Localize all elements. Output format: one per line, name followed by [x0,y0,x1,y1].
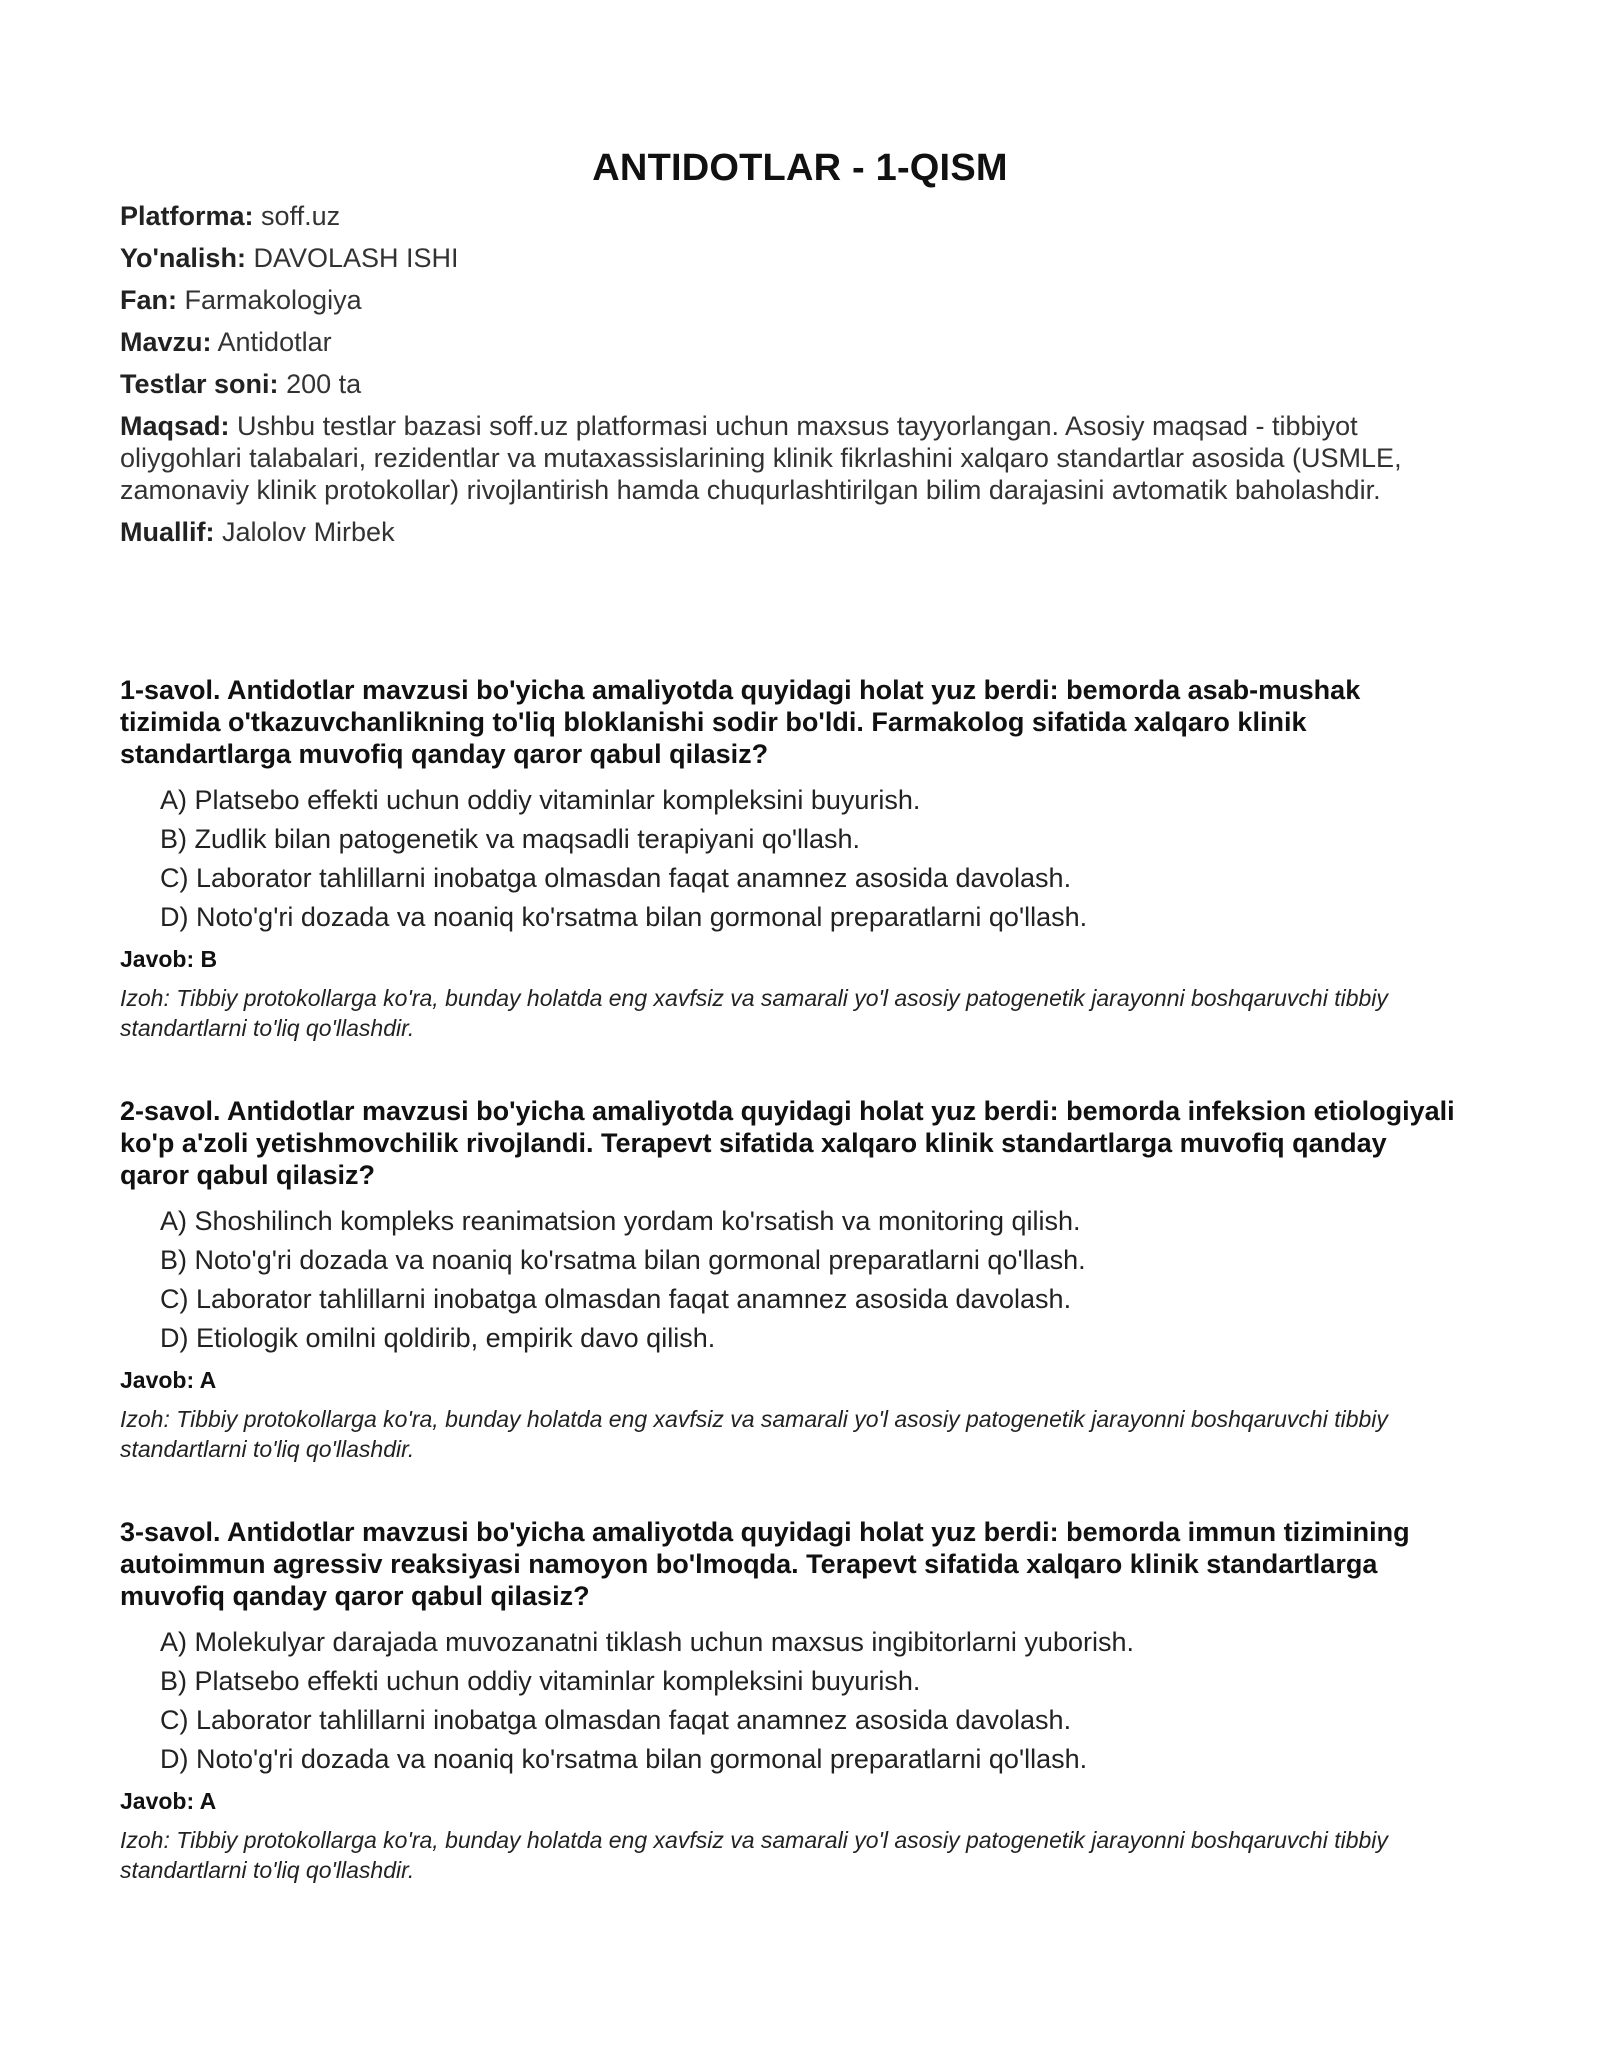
explanation-note: Izoh: Tibbiy protokollarga ko'ra, bunday holatda eng xavfsiz va samarali yo'l asosiy patogenetik jarayonni boshqaruvchi tibbiy standartlarni to'liq qo'llashdir. [120,1827,1388,1883]
meta-platform-label: Platforma: [120,201,254,231]
explanation-note: Izoh: Tibbiy protokollarga ko'ra, bunday holatda eng xavfsiz va samarali yo'l asosiy patogenetik jarayonni boshqaruvchi tibbiy standartlarni to'liq qo'llashdir. [120,1406,1388,1462]
document-meta [120,200,1460,558]
meta-topic-value: Antidotlar [217,327,332,357]
meta-subject-value: Farmakologiya [184,285,362,315]
meta-author-label: Muallif: [120,517,215,547]
question-text: 3-savol. Antidotlar mavzusi bo'yicha amaliyotda quyidagi holat yuz berdi: bemorda immun tizimining autoimmun agressiv reaksiyasi namoyon bo'lmoqda. Terapevt sifatida xalqaro klinik standartlarga muvofiq qanday qaror qabul qilasiz? [120,1517,1410,1611]
option-b: B) Platsebo effekti uchun oddiy vitaminlar kompleksini buyurish. [160,1666,921,1696]
question-2 [120,1095,1460,1464]
question-text: 2-savol. Antidotlar mavzusi bo'yicha amaliyotda quyidagi holat yuz berdi: bemorda infeksion etiologiyali ko'p a'zoli yetishmovchilik rivojlandi. Terapevt sifatida xalqaro klinik standartlarga muvofiq qanday qaror qabul qilasiz? [120,1096,1455,1190]
option-b: B) Noto'g'ri dozada va noaniq ko'rsatma bilan gormonal preparatlarni qo'llash. [160,1245,1086,1275]
question-list [120,674,1460,1937]
correct-answer: Javob: B [120,946,218,972]
option-b: B) Zudlik bilan patogenetik va maqsadli terapiyani qo'llash. [160,824,861,854]
answer-options [120,784,1460,933]
meta-topic-label: Mavzu: [120,327,212,357]
document-title: ANTIDOTLAR - 1-QISM [592,147,1008,190]
meta-topic [120,326,1460,358]
meta-tests-value: 200 ta [286,369,362,399]
meta-author-value: Jalolov Mirbek [222,517,395,547]
option-c: C) Laborator tahlillarni inobatga olmasdan faqat anamnez asosida davolash. [160,863,1072,893]
answer-options [120,1626,1460,1775]
option-c: C) Laborator tahlillarni inobatga olmasdan faqat anamnez asosida davolash. [160,1284,1072,1314]
correct-answer: Javob: A [120,1788,217,1814]
option-d: D) Noto'g'ri dozada va noaniq ko'rsatma bilan gormonal preparatlarni qo'llash. [160,1744,1088,1774]
option-d: D) Noto'g'ri dozada va noaniq ko'rsatma bilan gormonal preparatlarni qo'llash. [160,902,1088,932]
question-text: 1-savol. Antidotlar mavzusi bo'yicha amaliyotda quyidagi holat yuz berdi: bemorda asab-mushak tizimida o'tkazuvchanlikning to'liq bloklanishi sodir bo'ldi. Farmakolog sifatida xalqaro klinik standartlarga muvofiq qanday qaror qabul qilasiz? [120,675,1361,769]
meta-tests-label: Testlar soni: [120,369,279,399]
option-a: A) Platsebo effekti uchun oddiy vitaminlar kompleksini buyurish. [160,785,921,815]
explanation-note: Izoh: Tibbiy protokollarga ko'ra, bunday holatda eng xavfsiz va samarali yo'l asosiy patogenetik jarayonni boshqaruvchi tibbiy standartlarni to'liq qo'llashdir. [120,985,1388,1041]
meta-platform-value: soff.uz [261,201,341,231]
meta-purpose-label: Maqsad: [120,411,230,441]
option-d: D) Etiologik omilni qoldirib, empirik davo qilish. [160,1323,716,1353]
option-a: A) Molekulyar darajada muvozanatni tiklash uchun maxsus ingibitorlarni yuborish. [160,1627,1134,1657]
question-3 [120,1516,1460,1885]
meta-direction-value: DAVOLASH ISHI [253,243,459,273]
meta-author [120,516,1460,548]
option-a: A) Shoshilinch kompleks reanimatsion yordam ko'rsatish va monitoring qilish. [160,1206,1081,1236]
meta-direction [120,242,1460,274]
correct-answer: Javob: A [120,1367,217,1393]
meta-subject-label: Fan: [120,285,177,315]
meta-purpose-value: Ushbu testlar bazasi soff.uz platformasi uchun maxsus tayyorlangan. Asosiy maqsad - tibbiyot oliygohlari talabalari, rezidentlar va mutaxassislarining klinik fikrlashini xalqaro standartlar asosida (USMLE, zamonaviy klinik protokollar) rivojlantirish hamda chuqurlashtirilgan bilim darajasini avtomatik baholashdir. [120,411,1402,505]
meta-tests-count [120,368,1460,400]
meta-subject [120,284,1460,316]
meta-platform [120,200,1460,232]
meta-direction-label: Yo'nalish: [120,243,246,273]
answer-options [120,1205,1460,1354]
question-1 [120,674,1460,1043]
option-c: C) Laborator tahlillarni inobatga olmasdan faqat anamnez asosida davolash. [160,1705,1072,1735]
meta-purpose [120,410,1460,506]
